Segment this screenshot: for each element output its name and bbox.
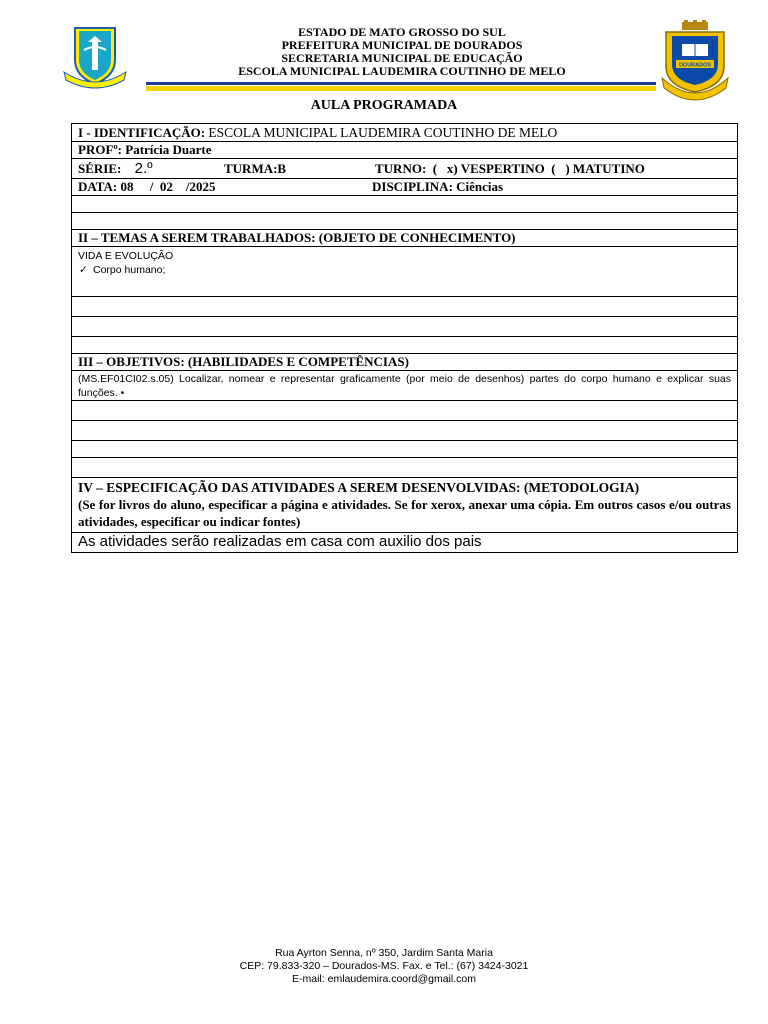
identification-row	[72, 124, 737, 142]
empty-row	[72, 421, 737, 441]
school-line: ESCOLA MUNICIPAL LAUDEMIRA COUTINHO DE MELO	[238, 64, 566, 78]
section-3-content	[72, 371, 737, 401]
empty-row	[72, 458, 737, 478]
right-logo-label: DOURADOS	[678, 62, 712, 69]
turma-value: TURMA:B	[224, 161, 287, 176]
document-title: AULA PROGRAMADA	[310, 98, 458, 113]
section-2-content	[72, 247, 737, 297]
discipline-value: DISCIPLINA: Ciências	[372, 179, 504, 194]
school-name: ESCOLA MUNICIPAL LAUDEMIRA COUTINHO DE MELO	[208, 125, 558, 140]
empty-row	[72, 196, 737, 213]
empty-row	[72, 337, 737, 354]
section-2-heading: II – TEMAS A SEREM TRABALHADOS: (OBJETO DE CONHECIMENTO)	[72, 230, 737, 247]
prefecture-line: PREFEITURA MUNICIPAL DE DOURADOS	[281, 38, 523, 52]
checkmark-icon: ✓	[79, 264, 88, 276]
empty-row	[72, 441, 737, 458]
empty-row	[72, 213, 737, 230]
date-value: DATA: 08 / 02 /2025	[78, 179, 216, 194]
empty-row	[72, 401, 737, 421]
activities-text: As atividades serão realizadas em casa com auxilio dos pais	[78, 533, 482, 550]
serie-value: 2.º	[134, 160, 153, 177]
topic-label: VIDA E EVOLUÇÃO	[78, 250, 174, 262]
teacher-row	[72, 142, 737, 159]
class-info-row	[72, 159, 737, 179]
section-3-heading: III – OBJETIVOS: (HABILIDADES E COMPETÊNCIAS)	[72, 354, 737, 371]
turno-value: TURNO: ( x) VESPERTINO ( ) MATUTINO	[375, 161, 645, 176]
section-4-instructions: (Se for livros do aluno, especificar a página e atividades. Se for xerox, anexar uma cópia. Em outros casos e/ou outras atividades, especificar ou indicar fontes)	[78, 497, 731, 529]
footer-address: Rua Ayrton Senna, nº 350, Jardim Santa Maria	[275, 947, 493, 959]
section-4-heading-block	[72, 478, 737, 533]
teacher-name: PROFº: Patrícia Duarte	[78, 142, 212, 157]
topic-item-text: Corpo humano;	[93, 264, 166, 276]
footer-email: E-mail: emlaudemira.coord@gmail.com	[292, 973, 476, 985]
header-yellow-band	[146, 86, 656, 91]
lesson-plan-form	[71, 123, 738, 553]
header-blue-band	[146, 82, 656, 85]
identification-label: I - IDENTIFICAÇÃO:	[78, 125, 206, 140]
state-line: ESTADO DE MATO GROSSO DO SUL	[298, 25, 506, 39]
page-footer	[0, 947, 768, 986]
dourados-coat-of-arms-logo	[660, 20, 730, 102]
secretariat-line: SECRETARIA MUNICIPAL DE EDUCAÇÃO	[281, 51, 523, 65]
empty-row	[72, 317, 737, 337]
date-row	[72, 179, 737, 196]
serie-label: SÉRIE:	[78, 161, 122, 176]
empty-row	[72, 297, 737, 317]
school-emblem-left-logo	[62, 26, 128, 90]
objective-text: (MS.EF01CI02.s.05) Localizar, nomear e representar graficamente (por meio de desenhos) partes do corpo humano e explicar suas funções. •	[78, 373, 731, 399]
topic-list-item	[78, 263, 737, 277]
footer-contact: CEP: 79.833-320 – Dourados-MS. Fax. e Tel.: (67) 3424-3021	[239, 960, 529, 972]
section-4-heading: IV – ESPECIFICAÇÃO DAS ATIVIDADES A SEREM DESENVOLVIDAS: (METODOLOGIA)	[78, 480, 640, 495]
letterhead	[150, 26, 654, 78]
